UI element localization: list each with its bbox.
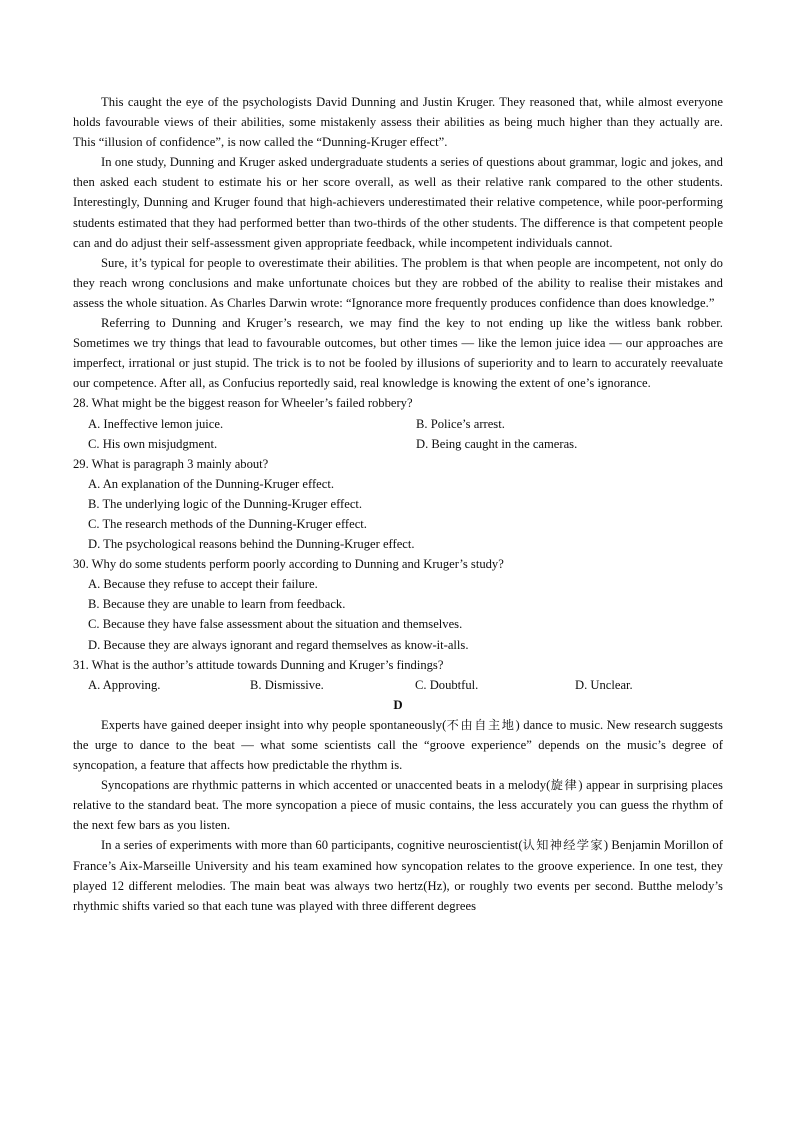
question-30-option-b[interactable]: B. Because they are unable to learn from feedback. — [88, 597, 346, 612]
question-29 — [73, 454, 723, 554]
question-28 — [73, 393, 723, 453]
passage-c-paragraph-4: Referring to Dunning and Kruger’s research, we may find the key to not ending up like the witless bank robber. Sometimes we try things that lead to favourable outcomes, but other times — like the lemon juice idea — our approaches are imperfect, irrational or just stupid. The trick is to not be fooled by illusions of superiority and to learn to accurately reevaluate our competence. After all, as Confucius reportedly said, real knowledge is knowing the extent of one’s ignorance. — [73, 316, 723, 391]
passage-d-paragraph-1 — [73, 715, 723, 775]
question-29-option-d[interactable]: D. The psychological reasons behind the Dunning-Kruger effect. — [88, 537, 415, 552]
question-30-option-a-row — [73, 574, 723, 594]
passage-c-paragraph-1: This caught the eye of the psychologists David Dunning and Justin Kruger. They reasoned that, while almost everyone holds favourable views of their abilities, some mistakenly assess their abilities as being much higher than they actually are. This “illusion of confidence”, is now called the “Dunning-Kruger effect”. — [73, 95, 723, 150]
passage-d-gloss-melody: 旋律 — [550, 778, 579, 793]
question-30-option-d[interactable]: D. Because they are always ignorant and regard themselves as know-it-alls. — [88, 637, 469, 652]
passage-d-paragraph-3-post: ) Benjamin Morillon of France’s Aix-Marseille University and his team examined how syncopation relates to the groove experience. In one test, they played 12 different melodies. The main beat was always two hertz(Hz), or roughly two events per second. Butthe melody’s rhythmic shifts varied so that each tune was played with three different degrees — [73, 838, 723, 913]
question-30-option-d-row — [73, 635, 723, 655]
passage-d-paragraph-2-pre: Syncopations are rhythmic patterns in which accented or unaccented beats in a melody( — [101, 778, 551, 793]
passage-c-paragraph-3: Sure, it’s typical for people to overestimate their abilities. The problem is that when people are incompetent, not only do they reach wrong conclusions and make unfortunate choices but they are robbed of the ability to realise their mistakes and assess the whole situation. As Charles Darwin wrote: “Ignorance more frequently produces confidence than does knowledge.” — [73, 255, 723, 310]
question-28-option-c[interactable]: C. His own misjudgment. — [88, 436, 218, 451]
passage-d-paragraph-3 — [73, 835, 723, 915]
question-31-option-d[interactable]: D. Unclear. — [575, 677, 633, 692]
question-31-option-b[interactable]: B. Dismissive. — [250, 677, 324, 692]
question-28-option-b[interactable]: B. Police’s arrest. — [416, 416, 505, 431]
question-30-option-c-row — [73, 614, 723, 634]
question-28-options-row-1 — [73, 414, 723, 434]
question-30-stem: 30. Why do some students perform poorly according to Dunning and Kruger’s study? — [73, 557, 504, 572]
question-29-option-a[interactable]: A. An explanation of the Dunning-Kruger effect. — [88, 476, 334, 491]
question-29-option-d-row — [73, 534, 723, 554]
question-30-option-b-row — [73, 594, 723, 614]
question-29-option-a-row — [73, 474, 723, 494]
question-28-options-row-2 — [73, 434, 723, 454]
passage-d-paragraph-1-pre: Experts have gained deeper insight into why people spontaneously( — [101, 717, 447, 732]
question-30-option-a[interactable]: A. Because they refuse to accept their failure. — [88, 577, 318, 592]
passage-d-heading: D — [393, 697, 403, 712]
question-29-option-c-row — [73, 514, 723, 534]
passage-c-paragraph-2: In one study, Dunning and Kruger asked undergraduate students a series of questions about grammar, logic and jokes, and then asked each student to estimate his or her score overall, as well as their relative rank compared to the other students. Interestingly, Dunning and Kruger found that high-achievers underestimated their relative competence, while poor-performing students estimated that they had performed better than two-thirds of the other students. The difference is that competent people can and do adjust their self-assessment given appropriate feedback, while incompetent individuals cannot. — [73, 155, 723, 250]
question-31-option-c[interactable]: C. Doubtful. — [415, 677, 479, 692]
question-31-options-row — [73, 675, 723, 695]
question-29-option-b[interactable]: B. The underlying logic of the Dunning-Kruger effect. — [88, 496, 363, 511]
question-31-stem: 31. What is the author’s attitude towards Dunning and Kruger’s findings? — [73, 657, 444, 672]
question-31 — [73, 655, 723, 695]
question-28-option-a[interactable]: A. Ineffective lemon juice. — [88, 416, 224, 431]
page-content — [73, 92, 723, 916]
question-29-option-c[interactable]: C. The research methods of the Dunning-Kruger effect. — [88, 516, 367, 531]
passage-d-gloss-spontaneously: 不由自主地 — [446, 717, 516, 732]
passage-d-paragraph-3-pre: In a series of experiments with more than 60 participants, cognitive neuroscientist( — [101, 838, 523, 853]
question-28-option-d[interactable]: D. Being caught in the cameras. — [416, 436, 578, 451]
question-30-option-c[interactable]: C. Because they have false assessment about the situation and themselves. — [88, 617, 463, 632]
passage-d-paragraph-2-post: ) appear in surprising places relative to the standard beat. The more syncopation a piece of music contains, the less accurately you can guess the rhythm of the next few bars as you listen. — [73, 778, 724, 833]
question-31-option-a[interactable]: A. Approving. — [88, 677, 161, 692]
question-28-stem: 28. What might be the biggest reason for Wheeler’s failed robbery? — [73, 396, 413, 411]
passage-d-gloss-neuroscientist: 认知神经学家 — [522, 838, 604, 853]
question-29-stem: 29. What is paragraph 3 mainly about? — [73, 456, 269, 471]
passage-d-paragraph-1-post: ) dance to music. New research suggests the urge to dance to the beat — what some scientists call the “groove experience” depends on the music’s degree of syncopation, a feature that affects how predictable the rhythm is. — [73, 717, 723, 773]
question-30 — [73, 554, 723, 654]
passage-d-paragraph-2 — [73, 775, 723, 835]
question-29-option-b-row — [73, 494, 723, 514]
